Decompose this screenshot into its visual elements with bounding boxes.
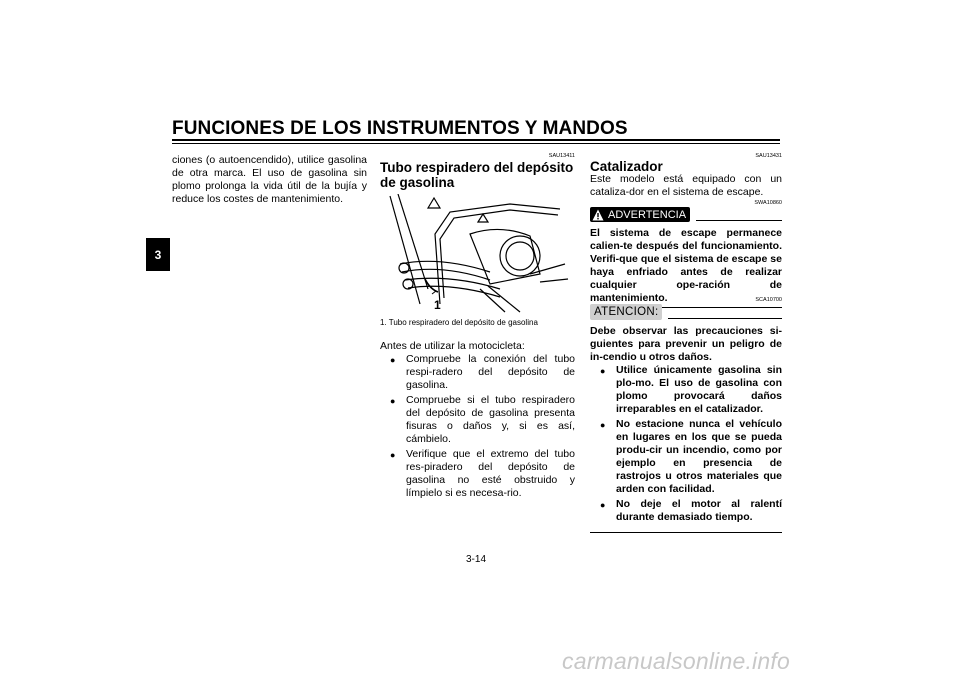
col1-paragraph: ciones (o autoencendido), utilice gasolina de otra marca. El uso de gasolina sin plomo prolonga la vida útil de la bujía y reduce los costes de mantenimiento.: [172, 154, 367, 205]
warning-label: ADVERTENCIA: [608, 208, 687, 221]
list-item-text: No estacione nunca el vehículo en lugares en los que se pueda produ-cir un incendio, como por ejemplo en presencia de rastrojos u otros materiales que arden con facilidad.: [616, 418, 782, 495]
caution-rule: [668, 305, 782, 319]
warning-triangle-icon: [592, 209, 604, 221]
figure-callout-number: 1: [434, 298, 441, 312]
breather-checklist: [380, 353, 575, 502]
caution-list: [590, 364, 782, 533]
list-item-text: Compruebe si el tubo respiradero del depósito de gasolina presenta fisuras o daños y, si es así, cámbielo.: [406, 394, 575, 445]
caution-badge: ATENCION:: [590, 304, 662, 320]
list-item-text: Compruebe la conexión del tubo respi-radero del depósito de gasolina.: [406, 353, 575, 391]
bullet-icon: ●: [600, 366, 606, 376]
header-rule-thin: [172, 143, 780, 144]
list-item: [380, 394, 575, 446]
bullet-icon: ●: [390, 396, 396, 406]
list-item-text: Utilice únicamente gasolina sin plo-mo. El uso de gasolina con plomo provocará daños irreparables en el catalizador.: [616, 364, 782, 415]
breather-intro: Antes de utilizar la motocicleta:: [380, 340, 525, 352]
list-item-text: Verifique que el extremo del tubo res-piradero del depósito de gasolina no esté obstruido y límpielo si es necesa-rio.: [406, 448, 575, 499]
list-item-text: No deje el motor al ralentí durante demasiado tiempo.: [616, 498, 782, 523]
bullet-icon: ●: [390, 450, 396, 460]
section-title-catalyst: Catalizador: [590, 159, 663, 174]
warning-rule: [696, 208, 782, 221]
caution-code: SCA10700: [755, 297, 782, 303]
bullet-icon: ●: [600, 420, 606, 430]
figure-caption: 1. Tubo respiradero del depósito de gasolina: [380, 318, 538, 327]
warning-code: SWA10860: [754, 200, 782, 206]
section-title-breather-tube: Tubo respiradero del depósito de gasolina: [380, 160, 574, 190]
caution-text: Debe observar las precauciones si-guientes para prevenir un peligro de in-cendio u otros daños.: [590, 325, 782, 363]
header-rule: [172, 139, 780, 141]
warning-banner: [590, 207, 782, 222]
list-item: [590, 364, 782, 416]
breather-tube-illustration: [380, 194, 574, 314]
section-code: SAU13431: [755, 153, 782, 159]
warning-text: El sistema de escape permanece calien-te después del funcionamiento. Verifi-que que el sistema de escape se haya enfriado antes de realizar cualquier ope-ración de mantenimiento.: [590, 227, 782, 308]
list-item: [590, 418, 782, 496]
bullet-icon: ●: [390, 355, 396, 365]
list-item: [590, 498, 782, 524]
warning-badge: [590, 207, 690, 222]
catalyst-intro: Este modelo está equipado con un cataliza-dor en el sistema de escape.: [590, 173, 782, 198]
list-item: [380, 353, 575, 392]
page-header-title: FUNCIONES DE LOS INSTRUMENTOS Y MANDOS: [172, 118, 628, 139]
caution-banner: [590, 304, 782, 320]
bullet-icon: ●: [600, 500, 606, 510]
page-number: 3-14: [466, 554, 487, 565]
watermark: carmanualsonline.info: [562, 648, 790, 674]
section-code: SAU13411: [548, 153, 575, 159]
list-item: [380, 448, 575, 500]
chapter-tab: 3: [146, 238, 170, 271]
